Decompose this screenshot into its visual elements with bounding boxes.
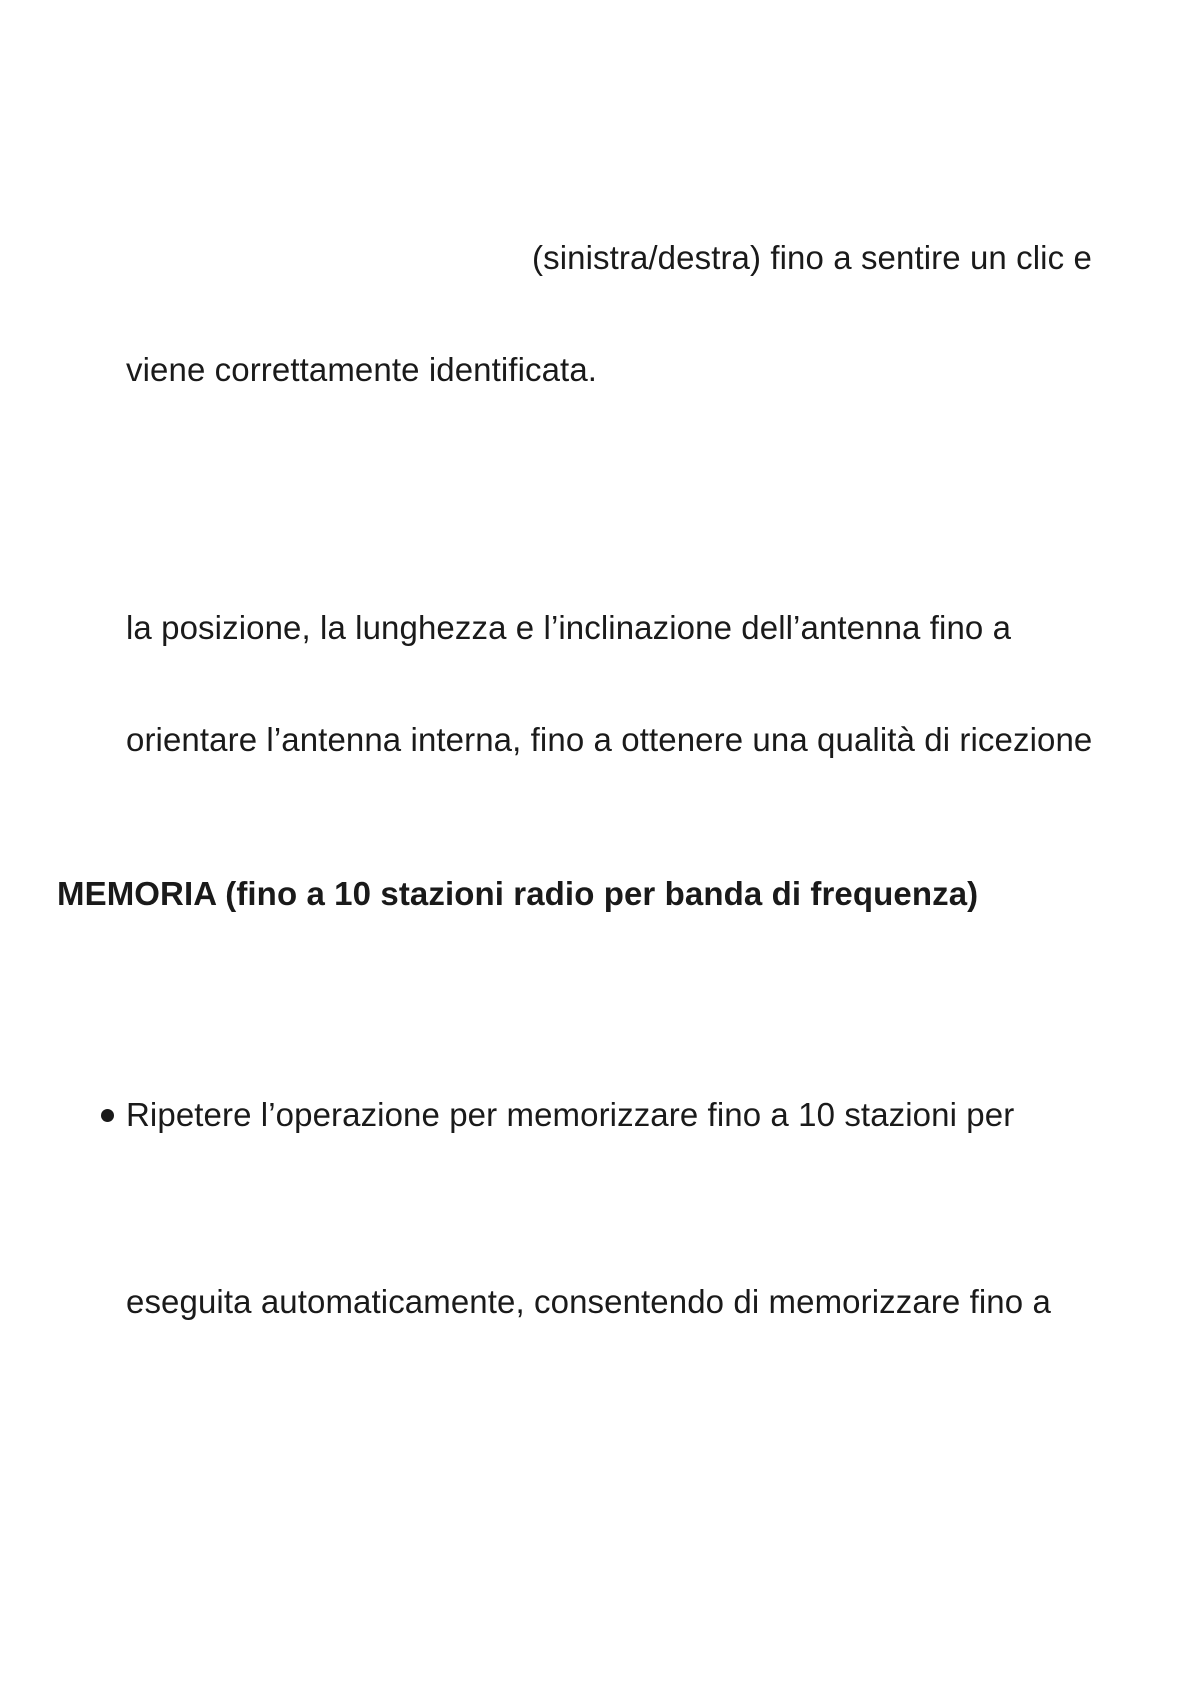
continuation-line: eseguita automaticamente, consentendo di memorizzare fino a [126,1283,1051,1320]
text-line-4: orientare l’antenna interna, fino a ottenere una qualità di ricezione [126,721,1093,758]
section-heading: MEMORIA (fino a 10 stazioni radio per banda di frequenza) [57,875,979,912]
text-line-3: la posizione, la lunghezza e l’inclinazione dell’antenna fino a [126,609,1012,646]
text-line-2: viene correttamente identificata. [126,351,598,388]
bullet-item-text: Ripetere l’operazione per memorizzare fino a 10 stazioni per [126,1096,1015,1133]
bullet-icon [101,1109,114,1122]
text-line-1: (sinistra/destra) fino a sentire un clic e [532,239,1092,276]
